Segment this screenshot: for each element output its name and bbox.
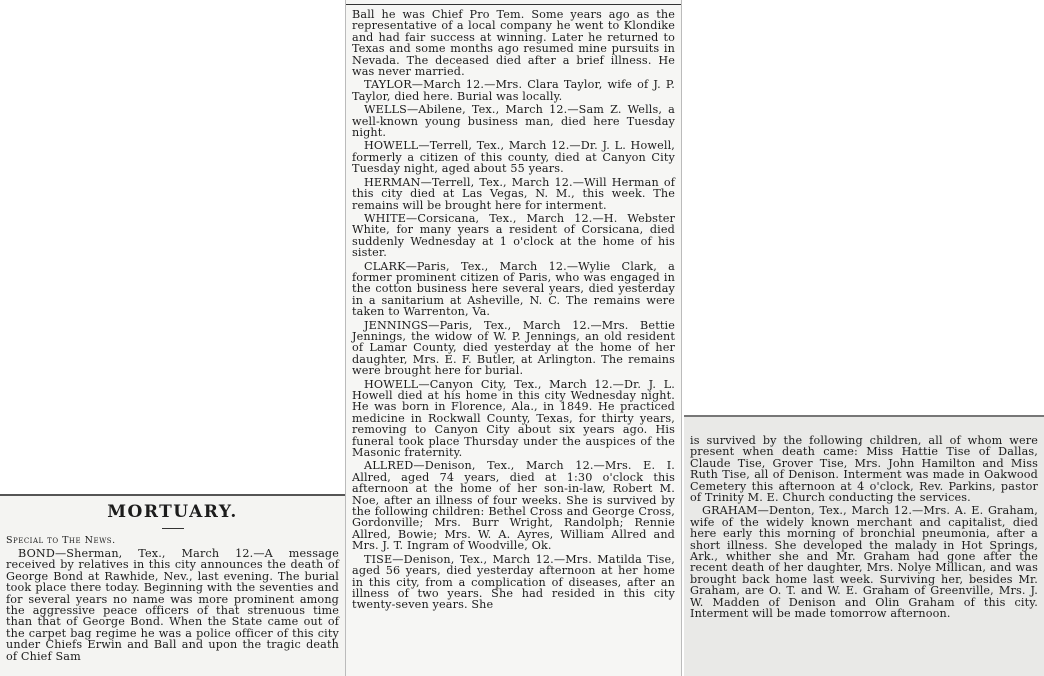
column-top-rule: [346, 0, 681, 5]
dateline-credit: Special to The News.: [6, 535, 116, 546]
notice-graham: GRAHAM—Denton, Tex., March 12.—Mrs. A. E. Graham, wife of the widely known merchant and capitalist, died here early this morning of bronchial pneumonia, after a short illness. She developed the malady in Hot Springs, Ark., whither she and Mr. Graham had gone after the recent death of her daughter, Mrs. Nolye Millican, and was brought back home last week. Surviving her, besides Mr. Graham, are O. T. and W. E. Graham of Greenville, Mrs. J. W. Madden of Denison and Olin Graham of this city. Interment will be made tomorrow afternoon.: [690, 504, 1038, 621]
notice-howell-canyon: HOWELL—Canyon City, Tex., March 12.—Dr. J. L. Howell died at his home in this city Wednesday night. He was born in Florence, Ala., in 1849. He practiced medicine in Rockwall County, Texas, for thirty years, removing to Canyon City about six years ago. His funeral took place Thursday under the auspices of the Masonic fraternity.: [352, 377, 675, 460]
notice-herman: HERMAN—Terrell, Tex., March 12.—Will Herman of this city died at Las Vegas, N. M., this week. The remains will be brought here for interment.: [352, 175, 675, 212]
notice-paragraph: Ball he was Chief Pro Tem. Some years ago as the representative of a local company he went to Klondike and had fair success at winning. Later he returned to Texas and some months ago resumed mine pursuits in Nevada. The deceased died after a brief illness. He was never married.: [352, 8, 675, 79]
notice-taylor: TAYLOR—March 12.—Mrs. Clara Taylor, wife of J. P. Taylor, died here. Burial was locally.: [352, 78, 675, 103]
notice-tise: TISE—Denison, Tex., March 12.—Mrs. Matilda Tise, aged 56 years, died yesterday afternoon at her home in this city, from a complication of diseases, after an illness of two years. She had resided in this city twenty-seven years. She: [352, 552, 675, 612]
heading-divider: [162, 528, 184, 529]
notice-allred: ALLRED—Denison, Tex., March 12.—Mrs. E. I. Allred, aged 74 years, died at 1:30 o'clock this afternoon at the home of her son-in-law, Robert M. Noe, after an illness of four weeks. She is survived by the following children: Bethel Cross and George Cross, Gordonville; Mrs. Burr Wright, Randolph; Rennie Allred, Bowie; Mrs. W. A. Ayres, William Allred and Mrs. J. T. Ingram of Woodville, Ok.: [352, 459, 675, 553]
section-heading: MORTUARY.: [107, 502, 238, 522]
notice-tise-continued: is survived by the following children, all of whom were present when death came: Miss Hattie Tise of Dallas, Claude Tise, Grover Tise, Mrs. John Hamilton and Miss Ruth Tise, all of Denison. Interment was made in Oakwood Cemetery this afternoon at 4 o'clock, Rev. Parkins, pastor of Trinity M. E. Church conducting the services.: [690, 434, 1038, 505]
column-middle: [345, 0, 682, 676]
notice-howell-terrell: HOWELL—Terrell, Tex., March 12.—Dr. J. L. Howell, formerly a citizen of this county, died at Canyon City Tuesday night, aged about 55 years.: [352, 139, 675, 176]
notice-clark: CLARK—Paris, Tex., March 12.—Wylie Clark, a former prominent citizen of Paris, who was engaged in the cotton business here several years, died yesterday in a sanitarium at Asheville, N. C. The remains were taken to Warrenton, Va.: [352, 259, 675, 319]
notice-white: WHITE—Corsicana, Tex., March 12.—H. Webster White, for many years a resident of Corsicana, died suddenly Wednesday at 1 o'clock at the home of his sister.: [352, 211, 675, 260]
notice-jennings: JENNINGS—Paris, Tex., March 12.—Mrs. Bettie Jennings, the widow of W. P. Jennings, an old resident of Lamar County, died yesterday at the home of her daughter, Mrs. E. F. Butler, at Arlington. The remains were brought here for burial.: [352, 318, 675, 378]
column-right: [684, 415, 1044, 676]
notice-bond: BOND—Sherman, Tex., March 12.—A message received by relatives in this city announces the death of George Bond at Rawhide, Nev., last evening. The burial took place there today. Beginning with the seventies and for several years no name was more prominent among the aggressive peace officers of that strenuous time than that of George Bond. When the State came out of the carpet bag regime he was a police officer of this city under Chiefs Erwin and Ball and upon the tragic death of Chief Sam: [6, 547, 339, 663]
column-left: [0, 494, 345, 676]
notice-wells: WELLS—Abilene, Tex., March 12.—Sam Z. Wells, a well-known young business man, died here Tuesday night.: [352, 103, 675, 140]
